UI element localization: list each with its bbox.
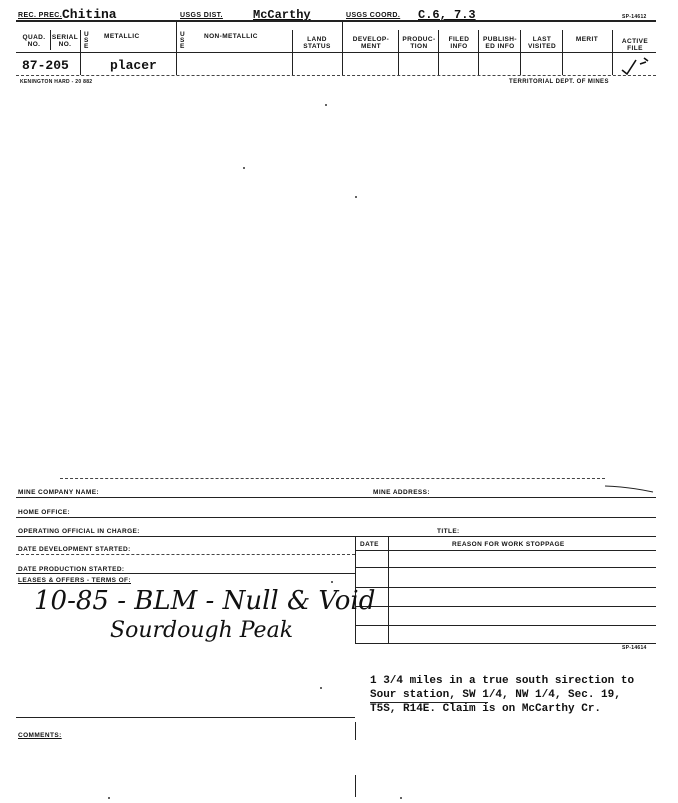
stoppage-header-rule [355, 550, 656, 551]
col-active-file: ACTIVE FILE [621, 38, 649, 52]
mine-company-name-label: MINE COMPANY NAME: [18, 489, 99, 496]
stoppage-table-divider [388, 537, 389, 643]
col-production: PRODUC- TION [402, 36, 436, 50]
col-divider [478, 30, 479, 75]
stoppage-row-rule [355, 625, 656, 626]
scan-speck [243, 167, 245, 169]
location-line-1: 1 3/4 miles in a true south sirection to [370, 675, 635, 687]
handwritten-note-line1: 10-85 - BLM - Null & Void [34, 586, 376, 616]
col-published-info: PUBLISH- ED INFO [483, 36, 517, 50]
col-serial-no: SERIAL NO. [51, 34, 79, 48]
stoppage-row-rule [355, 643, 656, 644]
col-land-status: LAND STATUS [303, 36, 331, 50]
stoppage-row-rule [355, 606, 656, 607]
col-divider [398, 30, 399, 75]
col-last-visited: LAST VISITED [527, 36, 557, 50]
usgs-dist-value: McCarthy [253, 8, 311, 22]
scan-speck [355, 196, 357, 198]
location-description [370, 674, 634, 716]
col-divider [562, 30, 563, 75]
usgs-coord-label: USGS COORD. [346, 12, 401, 19]
form-rule [16, 717, 355, 718]
form-rule [16, 554, 355, 555]
usgs-dist-label: USGS DIST. [180, 12, 223, 19]
form-rule [16, 497, 656, 498]
date-col-label: DATE [360, 541, 379, 548]
col-divider [520, 30, 521, 75]
usgs-coord-value: C.6, 7.3 [418, 8, 476, 22]
col-divider [292, 30, 293, 75]
scan-speck [108, 797, 110, 799]
form-top-dashed [60, 478, 605, 479]
form-corner-curve [605, 484, 655, 494]
stoppage-row-rule [355, 587, 656, 588]
col-quad-no: QUAD. NO. [22, 34, 46, 48]
header-rule-top [16, 20, 656, 22]
rec-prec-value: Chitina [62, 7, 117, 22]
rec-prec-label: REC. PREC. [18, 12, 63, 19]
location-underline [370, 702, 488, 703]
col-divider [612, 30, 613, 75]
col-use-left: U S E [84, 31, 90, 50]
scan-speck [320, 687, 322, 689]
mine-address-label: MINE ADDRESS: [373, 489, 430, 496]
reason-col-label: REASON FOR WORK STOPPAGE [452, 541, 565, 548]
col-divider [342, 20, 343, 75]
comments-label: COMMENTS: [18, 732, 62, 739]
header-rule-bottom [16, 75, 656, 76]
comments-divider [355, 775, 356, 797]
leases-offers-label: LEASES & OFFERS - TERMS OF: [18, 577, 131, 584]
col-metallic: METALLIC [104, 33, 140, 40]
form-code-bottom: SP-14614 [622, 645, 647, 651]
active-file-check-mark [618, 54, 658, 76]
date-development-started-label: DATE DEVELOPMENT STARTED: [18, 546, 131, 553]
handwritten-note-line2: Sourdough Peak [110, 618, 294, 643]
territorial-dept: TERRITORIAL DEPT. OF MINES [509, 79, 609, 85]
scan-speck [331, 581, 333, 583]
form-rule [16, 517, 656, 518]
comments-divider [355, 722, 356, 740]
operating-official-label: OPERATING OFFICIAL IN CHARGE: [18, 528, 140, 535]
col-divider [438, 30, 439, 75]
date-production-started-label: DATE PRODUCTION STARTED: [18, 566, 125, 573]
location-line-3: T5S, R14E. Claim is on McCarthy Cr. [370, 703, 602, 715]
scan-speck [400, 797, 402, 799]
record-metallic: placer [110, 58, 157, 73]
stoppage-row-rule [355, 567, 656, 568]
form-rule [16, 573, 355, 574]
form-code-top: SP-14612 [622, 14, 647, 20]
record-quad-serial: 87-205 [22, 58, 69, 73]
col-non-metallic: NON-METALLIC [204, 33, 258, 40]
col-divider [176, 20, 177, 75]
title-label: TITLE: [437, 528, 460, 535]
header-rule-mid [16, 52, 656, 53]
col-development: DEVELOP- MENT [352, 36, 390, 50]
location-line-2: Sour station, SW 1/4, NW 1/4, Sec. 19, [370, 689, 621, 701]
form-rule [16, 536, 656, 537]
printer-line: KENINGTON HARD - 20 882 [20, 79, 93, 85]
home-office-label: HOME OFFICE: [18, 509, 71, 516]
col-divider [80, 30, 81, 75]
col-merit: MERIT [575, 36, 599, 43]
col-filed-info: FILED INFO [448, 36, 470, 50]
col-use-right: U S E [180, 31, 186, 50]
scan-speck [325, 104, 327, 106]
